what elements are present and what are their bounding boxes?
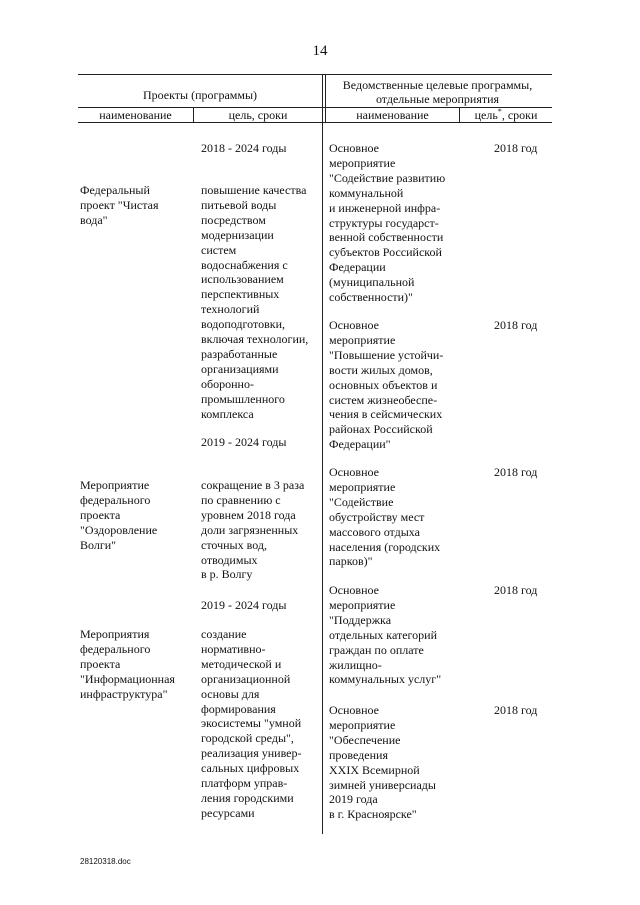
program-3-term: 2018 год <box>494 465 538 479</box>
program-5-term: 2018 год <box>494 703 538 717</box>
project-2-goal: сокращение в 3 раза по сравнению с уровнем 2018 года доли загрязненных сточных вод, отводимых в р. Волгу <box>201 478 305 582</box>
period-3: 2019 - 2024 годы <box>201 598 287 612</box>
header-col-goal-left: цель, сроки <box>228 108 288 122</box>
main-column-divider <box>322 74 323 834</box>
program-2-name: Основное мероприятие "Повышение устойчи- вости жилых домов, основных объектов и систем жизнеобеспе- чения в сейсмических районах Российской Федерации" <box>329 318 444 452</box>
header-bottom-rule <box>78 122 552 123</box>
program-3-name: Основное мероприятие "Содействие обустройству мест массового отдыха населения (городских парков)" <box>329 465 441 569</box>
period-1: 2018 - 2024 годы <box>201 141 287 155</box>
header-col-name-right: наименование <box>356 108 429 122</box>
project-3-goal: создание нормативно- методической и организационной основы для формирования экосистемы "умной городской среды", реализация универ- сальных цифровых платформ управ- ления городскими ресурсами <box>201 627 302 820</box>
project-1-name: Федеральный проект "Чистая вода" <box>80 183 159 227</box>
project-2-name: Мероприятие федерального проекта "Оздоровление Волги" <box>80 478 158 552</box>
page-number: 14 <box>312 43 328 59</box>
program-1-term: 2018 год <box>494 141 538 155</box>
program-4-term: 2018 год <box>494 583 538 597</box>
header-top-rule <box>78 74 552 75</box>
header-right-group: Ведомственные целевые программы, отдельные мероприятия <box>342 78 533 106</box>
header-col-goal-right: цель*, сроки <box>474 107 538 122</box>
program-2-term: 2018 год <box>494 318 538 332</box>
project-1-goal: повышение качества питьевой воды посредством модернизации систем водоснабжения с использованием перспективных технологий водоподготовки, включая технологии, разработанные организациями оборонно- промышленного комплекса <box>201 183 309 421</box>
program-5-name: Основное мероприятие "Обеспечение проведения XXIX Всемирной зимней универсиады 2019 года в г. Красноярске" <box>329 703 436 822</box>
header-left-group: Проекты (программы) <box>142 88 258 102</box>
period-2: 2019 - 2024 годы <box>201 435 287 449</box>
program-1-name: Основное мероприятие "Содействие развитию коммунальной и инженерной инфра- структуры государст- венной собственности субъектов Российской Федерации (муниципальной собственности)" <box>329 141 446 305</box>
document-file-code: 28120318.doc <box>80 857 131 866</box>
program-4-name: Основное мероприятие "Поддержка отдельных категорий граждан по оплате жилищно- коммунальных услуг" <box>329 583 442 687</box>
header-col-name-left: наименование <box>99 108 172 122</box>
project-3-name: Мероприятия федерального проекта "Информационная инфраструктура" <box>80 627 175 701</box>
